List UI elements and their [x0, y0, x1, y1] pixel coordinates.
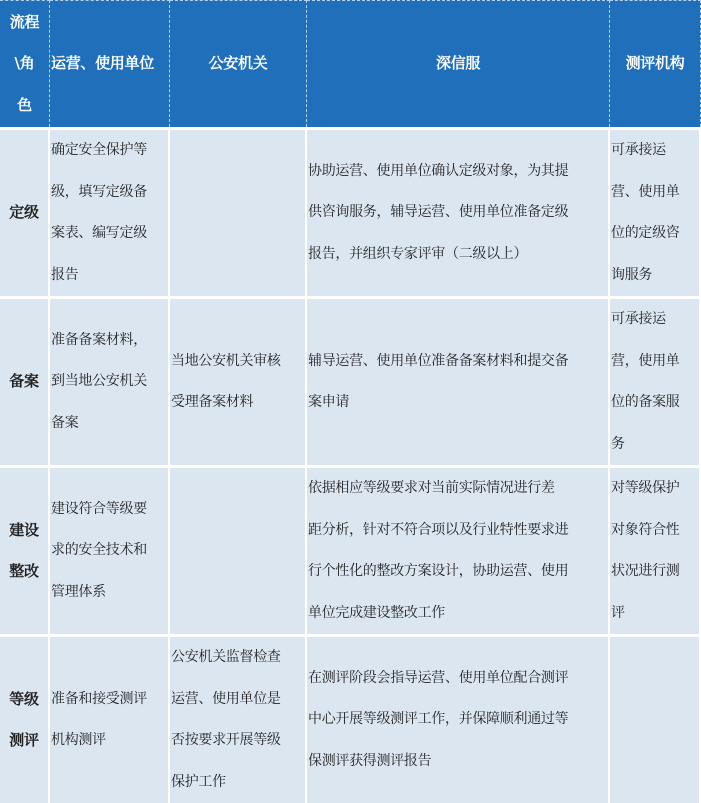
stage-cell: 定级	[0, 127, 50, 296]
header-process-role: 流程 \角 色	[0, 0, 50, 127]
header-operator: 运营、使用单位	[50, 0, 170, 127]
evaluator-cell: 对等级保护 对象符合性 状况进行测 评	[610, 465, 701, 634]
police-cell	[170, 127, 307, 296]
operator-cell: 准备备案材料， 到当地公安机关 备案	[50, 296, 170, 465]
header-evaluator: 测评机构	[610, 0, 701, 127]
stage-cell: 等级 测评	[0, 634, 50, 803]
sangfor-cell: 在测评阶段会指导运营、使用单位配合测评 中心开展等级测评工作，并保障顺利通过等 保测评获得测评报告	[307, 634, 610, 803]
evaluator-cell: 可承接运 营，使用单 位的备案服 务	[610, 296, 701, 465]
table-row	[0, 127, 701, 296]
sangfor-cell: 依据相应等级要求对当前实际情况进行差 距分析，针对不符合项以及行业特性要求进 行个性化的整改方案设计，协助运营、使用 单位完成建设整改工作	[307, 465, 610, 634]
evaluator-cell	[610, 634, 701, 803]
operator-cell: 准备和接受测评 机构测评	[50, 634, 170, 803]
table-row	[0, 465, 701, 634]
header-sangfor: 深信服	[307, 0, 610, 127]
sangfor-cell: 协助运营、使用单位确认定级对象，为其提 供咨询服务，辅导运营、使用单位准备定级 报告，并组织专家评审（二级以上）	[307, 127, 610, 296]
police-cell	[170, 465, 307, 634]
operator-cell: 建设符合等级要 求的安全技术和 管理体系	[50, 465, 170, 634]
table-row	[0, 634, 701, 803]
table-row	[0, 296, 701, 465]
police-cell: 当地公安机关审核 受理备案材料	[170, 296, 307, 465]
header-row	[0, 0, 701, 127]
stage-cell: 建设 整改	[0, 465, 50, 634]
sangfor-cell: 辅导运营、使用单位准备备案材料和提交备 案申请	[307, 296, 610, 465]
police-cell: 公安机关监督检查 运营、使用单位是 否按要求开展等级 保护工作	[170, 634, 307, 803]
header-police: 公安机关	[170, 0, 307, 127]
operator-cell: 确定安全保护等 级，填写定级备 案表、编写定级 报告	[50, 127, 170, 296]
evaluator-cell: 可承接运 营、使用单 位的定级咨 询服务	[610, 127, 701, 296]
stage-cell: 备案	[0, 296, 50, 465]
